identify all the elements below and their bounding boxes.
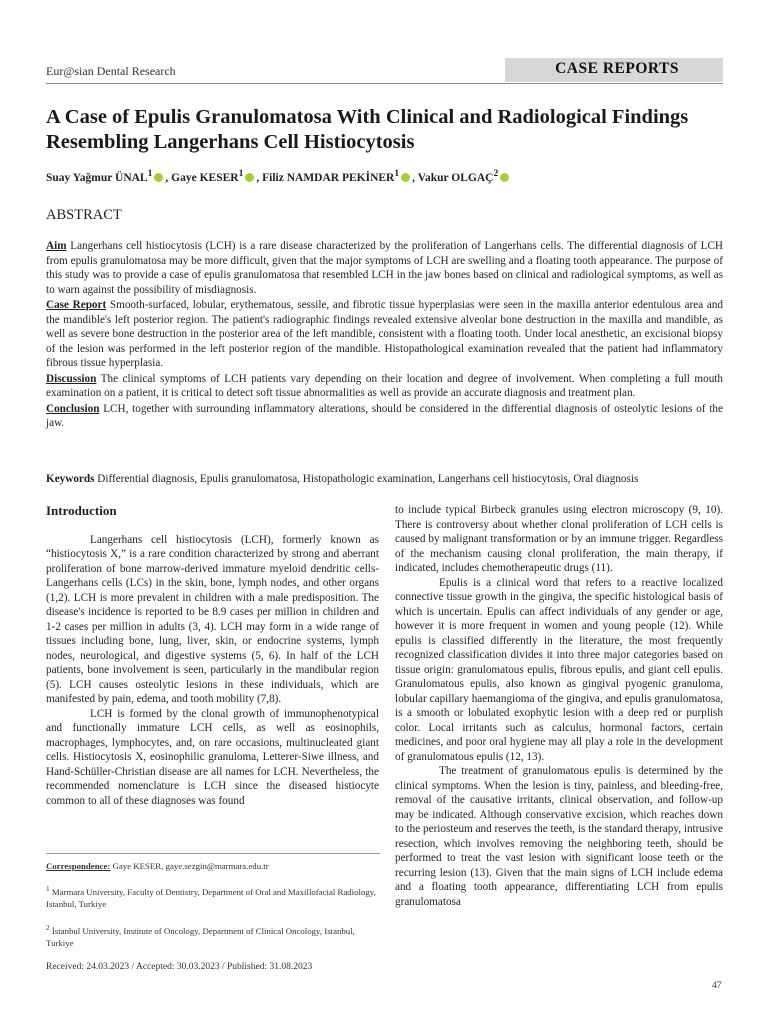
paragraph: The treatment of granulomatous epulis is determined by the clinical symptoms. When the lesion is tiny, painless, and bleeding-free, removal of the causative irritants, clinical observation, and follow-up may be indicated. Although conservative excision, which reaches down to the periosteum and reserves the teeth, is the standard therapy, intrusive resection, which involves removing the neighboring teeth, should be performed to treat the vast lesion with significant loose teeth or the recurring lesion (13). Given that the main signs of LCH include edema and a floating tooth appearance, differentiating LCH from epulis granulomatosa — [395, 765, 723, 908]
correspondence-note — [46, 860, 380, 872]
conclusion-text: LCH, together with surrounding inflammatory alterations, should be considered in the differential diagnosis of osteolytic lesions of the jaw. — [46, 402, 723, 429]
correspondence-label: Correspondence: — [46, 861, 111, 871]
abstract-body — [46, 239, 723, 432]
paragraph: to include typical Birbeck granules using electron microscopy (9, 10). There is controversy about whether clonal proliferation of LCH cells is caused by malignant transformation or by an immune trigger. Regardless of the mechanism causing clonal proliferation, the main therapy, if indicated, includes chemotherapeutic drugs (11). — [395, 504, 723, 574]
section-label: CASE REPORTS — [555, 60, 679, 77]
author-separator: , — [256, 171, 263, 184]
abstract-conclusion — [46, 402, 723, 431]
footnote-rule — [46, 853, 380, 854]
orcid-icon[interactable] — [500, 173, 509, 182]
author-2 — [171, 168, 256, 184]
author-name: Suay Yağmur ÜNAL — [46, 171, 148, 184]
orcid-icon[interactable] — [245, 173, 254, 182]
affiliation-number: 2 — [46, 923, 50, 932]
author-name: Gaye KESER — [171, 171, 239, 184]
abstract-aim — [46, 239, 723, 297]
introduction-heading: Introduction — [46, 503, 117, 518]
abstract-discussion — [46, 372, 723, 401]
aim-text: Langerhans cell histiocytosis (LCH) is a rare disease characterized by the proliferation of Langerhans cells. The differential diagnosis of LCH from epulis granulomatosa may be more difficult, given that the major symptoms of LCH are swelling and a floating tooth appearance. The purpose of this study was to provide a case of epulis granulomatosa that resembled LCH in the jaw bones based on clinical and radiological symptoms, as well as to warn against the possibility of misdiagnosis. — [46, 240, 723, 296]
article-title: A Case of Epulis Granulomatosa With Clinical and Radiological Findings Resembling Langerhans Cell Histiocytosis — [46, 106, 689, 153]
keywords — [46, 472, 723, 487]
paragraph: Langerhans cell histiocytosis (LCH), formerly known as “histiocytosis X,” is a rare condition characterized by strong and aberrant proliferation of bone marrow-derived immature myeloid dendritic cells-Langerhans cells (LCs) in the skin, bone, lymph nodes, and other organs (1,2). LCH is more prevalent in children with a male predisposition. The disease's incidence is reported to be 8.9 cases per million in children and 1-2 cases per million in adults (3, 4). LCH may form in a wide range of tissues including bone, lung, liver, skin, or endocrine systems, lymph nodes, neurological, and digestive systems (5, 6). In half of the LCH patients, bone involvement is seen, particularly in the mandibular region (5). LCH causes osteolytic lesions in these individuals, which are manifested by pain, edema, and tooth mobility (7,8). — [46, 533, 379, 705]
author-list — [46, 168, 511, 184]
correspondence-text[interactable]: Gaye KESER, gaye.sezgin@marmara.edu.tr — [110, 861, 269, 871]
affiliation-text: Marmara University, Faculty of Dentistry, Department of Oral and Maxillofacial Radiology, Istanbul, Turkiye — [46, 886, 376, 909]
section-tab — [505, 58, 723, 82]
conclusion-label: Conclusion — [46, 402, 100, 415]
affiliation-text: İstanbul University, Institute of Oncology, Department of Clinical Oncology, Istanbul, Turkiye — [46, 925, 355, 948]
author-4 — [417, 168, 512, 184]
orcid-icon[interactable] — [154, 173, 163, 182]
author-3 — [262, 168, 412, 184]
author-1 — [46, 168, 165, 184]
affiliation-mark: 1 — [238, 168, 244, 179]
author-separator: , — [412, 171, 418, 184]
orcid-icon[interactable] — [401, 173, 410, 182]
case-label: Case Report — [46, 299, 107, 311]
left-column — [46, 504, 379, 808]
page-number: 47 — [712, 981, 722, 991]
affiliation-mark: 1 — [394, 168, 400, 179]
author-name: Filiz NAMDAR PEKİNER — [262, 171, 395, 184]
paragraph: LCH is formed by the clonal growth of immunophenotypical and functionally immature LCH cells, as well as eosinophils, macrophages, lymphocytes, and, on rare occasions, multinucleated giant cells. Histiocytosis X, eosinophilic granuloma, Letterer-Siwe illness, and Hand-Schüller-Christian disease are all names for LCH. Nevertheless, the recommended nomenclature is LCH since the diseased histiocyte common to all of these diagnoses was found — [46, 707, 379, 807]
affiliation-number: 1 — [46, 884, 50, 893]
aim-label: Aim — [46, 240, 67, 252]
keywords-label: Keywords — [46, 473, 95, 485]
author-name: Vakur OLGAÇ — [417, 171, 494, 184]
header-rule — [46, 83, 723, 84]
journal-name: Eur@sian Dental Research — [46, 64, 176, 78]
case-text: Smooth-surfaced, lobular, erythematous, sessile, and fibrotic tissue hyperplasias were seen in the maxilla anterior edentulous area and the mandible's left posterior region. The patient's radiographic findings revealed extensive alveolar bone destruction in the maxilla and mandible, as well as severe bone destruction in the posterior area of the left mandible, consistent with a floating tooth. Under local anesthetic, an excisional biopsy of the lesion was performed in the left posterior region of the mandible. Histopathological examination revealed that the patient had inflammatory fibrous tissue hyperplasia. — [46, 299, 723, 369]
abstract-case — [46, 298, 723, 371]
publication-dates: Received: 24.03.2023 / Accepted: 30.03.2023 / Published: 31.08.2023 — [46, 962, 313, 972]
affiliation-mark: 1 — [147, 168, 153, 179]
discussion-text: The clinical symptoms of LCH patients vary depending on their location and degree of involvement. When completing a full mouth examination on a patient, it is critical to detect soft tissue abnormalities as well as provide an accurate diagnosis and treatment plan. — [46, 372, 723, 399]
right-column — [395, 503, 723, 909]
affiliation-mark: 2 — [493, 168, 499, 179]
affiliation-2 — [46, 922, 380, 949]
affiliation-1 — [46, 883, 380, 910]
paragraph: Epulis is a clinical word that refers to a reactive localized connective tissue growth in the gingiva, the specific histological basis of which is uncertain. Epulis can affect individuals of any gender or age, however it is more frequent in women and young people (12). While epulis is classified differently in the literature, the most frequently recognized classification divides it into three major categories based on tissue origin: granulomatous epulis, fibrous epulis, and giant cell epulis. Granulomatous epulis, also known as gingival pyogenic granuloma, lobular capillary haemangioma of the gingiva, and epulis granulomatosa, is a smooth or lobulated exophytic lesion with a deep red or purplish color. Local irritants such as calculus, hormonal factors, certain medicines, and poor oral hygiene may all play a role in the development of granulomatous epulis (12, 13). — [395, 576, 723, 763]
discussion-label: Discussion — [46, 372, 97, 385]
keywords-text: Differential diagnosis, Epulis granulomatosa, Histopathologic examination, Langerhans cell histiocytosis, Oral diagnosis — [94, 473, 639, 485]
author-separator: , — [165, 171, 172, 184]
abstract-heading: ABSTRACT — [46, 207, 122, 223]
